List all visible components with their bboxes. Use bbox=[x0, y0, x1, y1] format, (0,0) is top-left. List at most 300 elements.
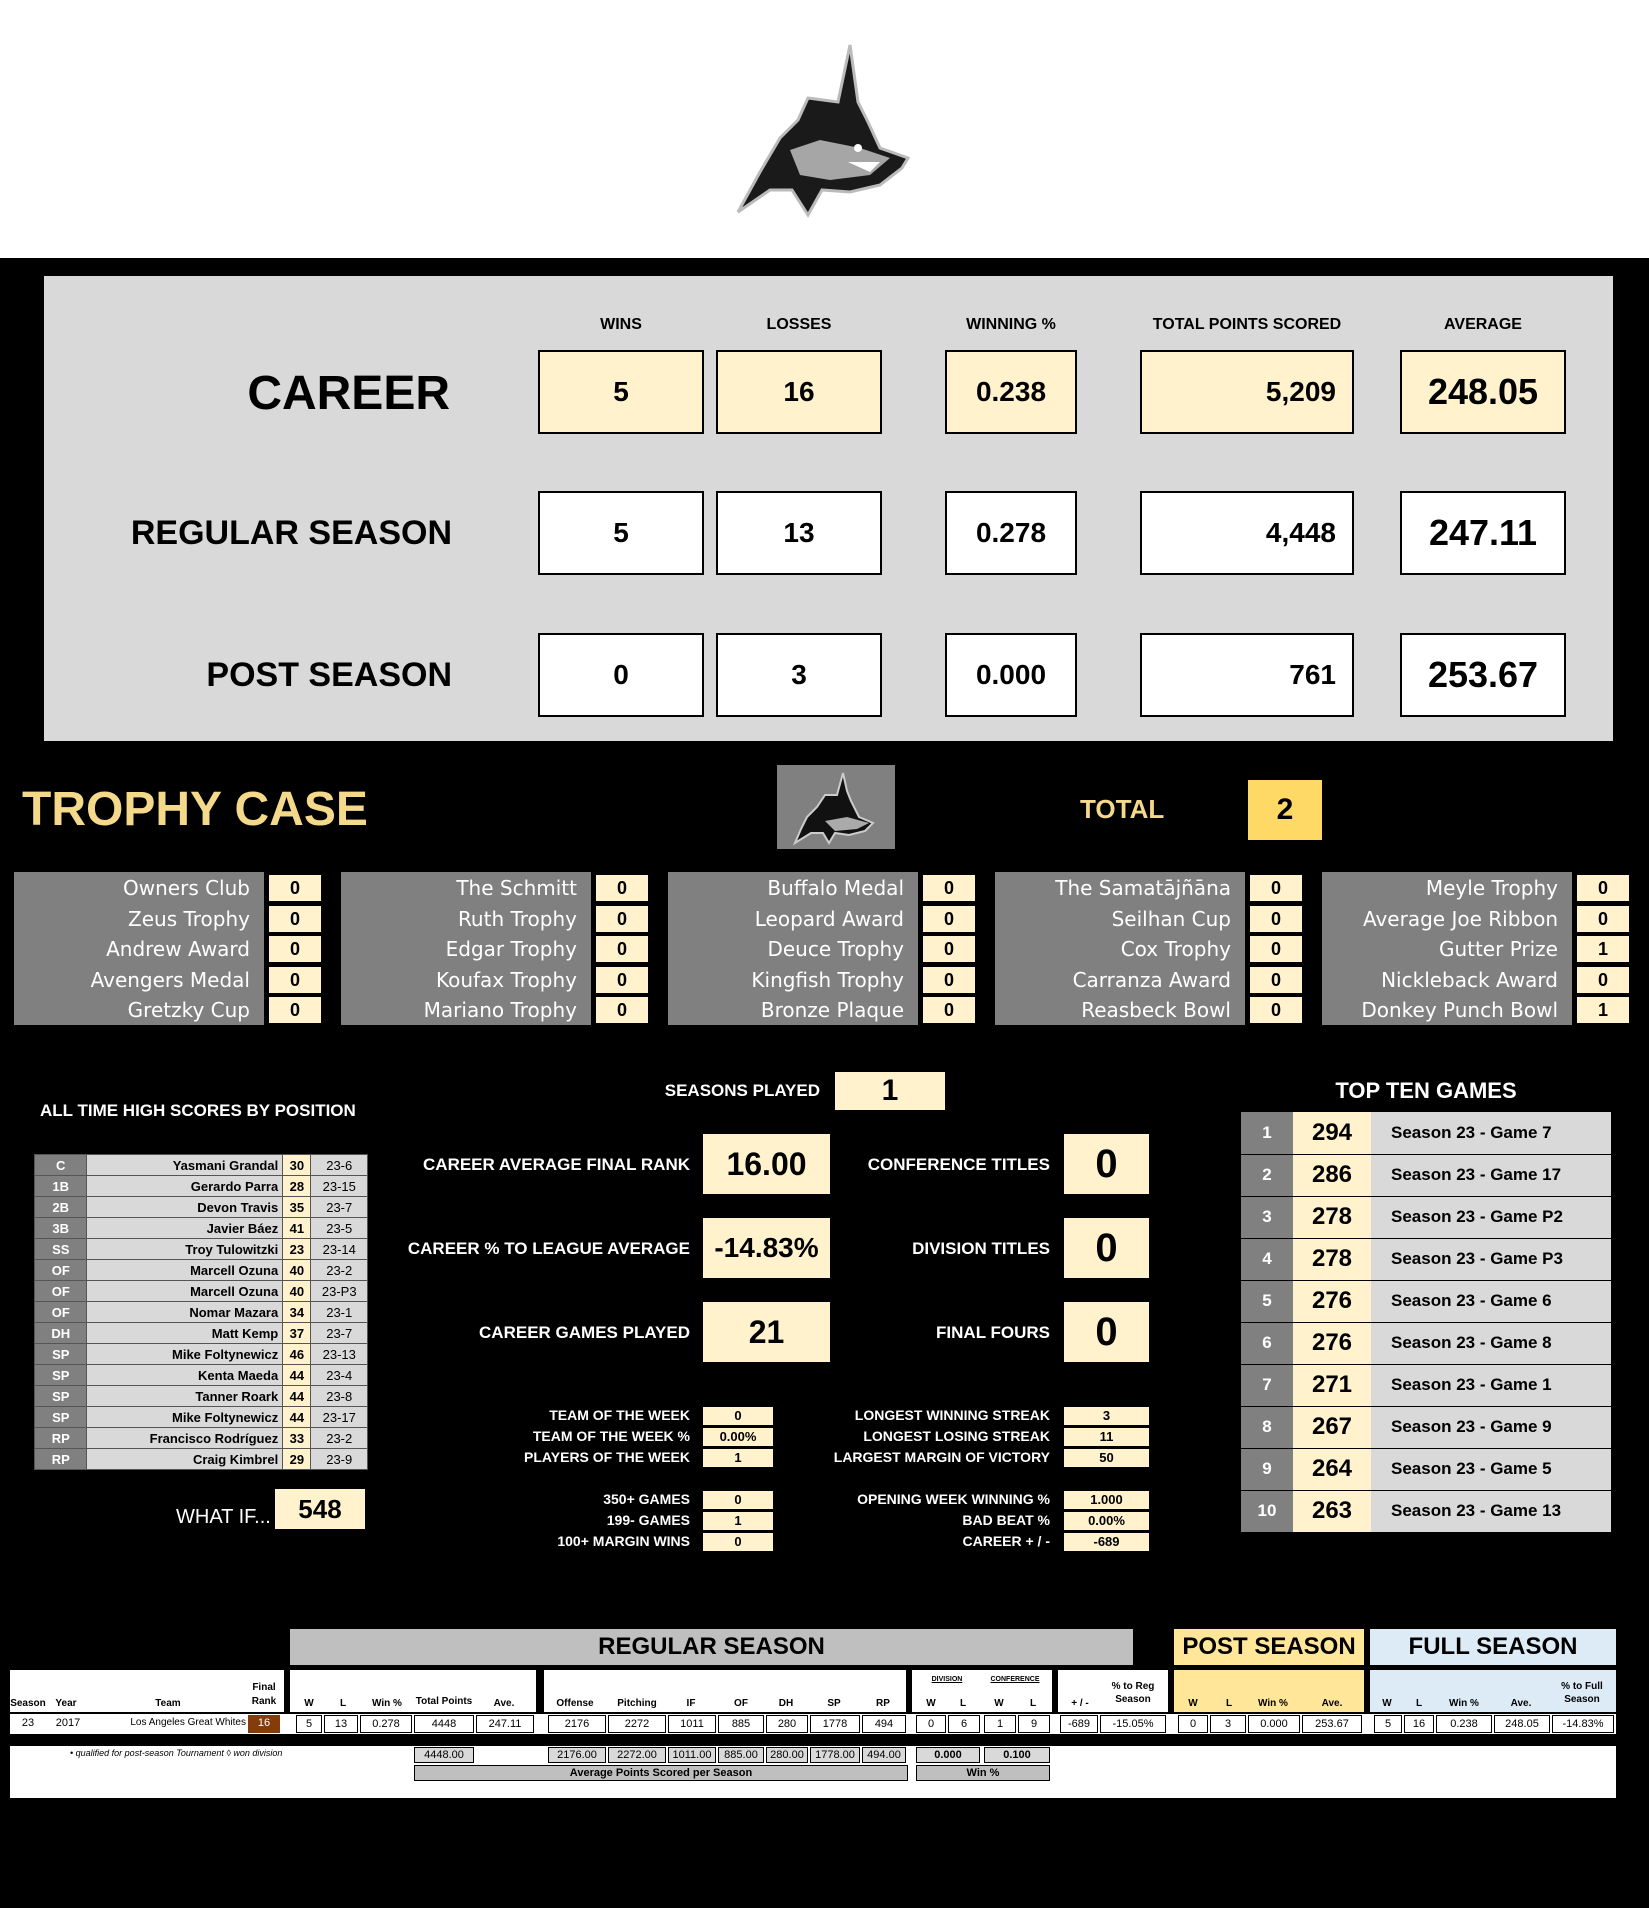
trophy-name: Bronze Plaque bbox=[760, 998, 904, 1022]
lls-value: 11 bbox=[1063, 1427, 1150, 1447]
regular-total-points: 4,448 bbox=[1140, 491, 1354, 575]
avg-if: 1011.00 bbox=[668, 1747, 716, 1763]
game-score-cell: 276 bbox=[1293, 1322, 1371, 1364]
position-cell: 1B bbox=[35, 1176, 87, 1197]
position-cell: 2B bbox=[35, 1197, 87, 1218]
rank-cell: 5 bbox=[1241, 1280, 1293, 1322]
high-score-row bbox=[35, 1323, 368, 1344]
col-header-wins: WINS bbox=[600, 316, 642, 333]
cell-full-winpct: 0.238 bbox=[1436, 1715, 1492, 1733]
bb-label: BAD BEAT % bbox=[962, 1512, 1050, 1528]
cell-post-l: 3 bbox=[1210, 1715, 1246, 1733]
high-score-row bbox=[35, 1281, 368, 1302]
avg-offense: 2176.00 bbox=[548, 1747, 606, 1763]
g350-label: 350+ GAMES bbox=[603, 1491, 690, 1507]
games-played-label: CAREER GAMES PLAYED bbox=[479, 1323, 690, 1342]
potw-label: PLAYERS OF THE WEEK bbox=[524, 1449, 690, 1465]
h-team: Team bbox=[155, 1698, 181, 1709]
player-name-cell: Javier Báez bbox=[87, 1218, 283, 1239]
full-season-header: FULL SEASON bbox=[1370, 1629, 1616, 1665]
cell-sp: 1778 bbox=[810, 1715, 860, 1733]
rank-cell: 10 bbox=[1241, 1490, 1293, 1532]
cell-of: 885 bbox=[718, 1715, 764, 1733]
h-division: DIVISION bbox=[931, 1676, 963, 1683]
avg-dh: 280.00 bbox=[766, 1747, 808, 1763]
h-full-l: L bbox=[1415, 1698, 1423, 1709]
high-scores-title: ALL TIME HIGH SCORES BY POSITION bbox=[40, 1101, 356, 1120]
score-cell: 34 bbox=[283, 1302, 311, 1323]
trophy-count: 0 bbox=[268, 905, 322, 933]
game-cell: 23-2 bbox=[311, 1260, 368, 1281]
score-cell: 37 bbox=[283, 1323, 311, 1344]
col-header-losses: LOSSES bbox=[766, 316, 832, 333]
h-total: Total Points bbox=[415, 1696, 473, 1707]
score-cell: 44 bbox=[283, 1386, 311, 1407]
m100-label: 100+ MARGIN WINS bbox=[557, 1533, 690, 1549]
trophy-name: Meyle Trophy bbox=[1425, 876, 1558, 900]
game-cell: 23-2 bbox=[311, 1428, 368, 1449]
h-conf-l: L bbox=[1029, 1698, 1037, 1709]
h-if: IF bbox=[686, 1698, 696, 1709]
h-div-l: L bbox=[959, 1698, 967, 1709]
top-ten-title: TOP TEN GAMES bbox=[1335, 1078, 1517, 1103]
owp-label: OPENING WEEK WINNING % bbox=[857, 1491, 1050, 1507]
cell-rp: 494 bbox=[862, 1715, 906, 1733]
cell-conf-l: 9 bbox=[1018, 1715, 1050, 1733]
career-losses: 16 bbox=[716, 350, 882, 434]
trophy-count: 0 bbox=[922, 874, 976, 902]
trophy-count: 0 bbox=[1249, 966, 1303, 994]
trophy-count: 0 bbox=[268, 966, 322, 994]
top-game-row bbox=[1241, 1448, 1611, 1490]
trophy-count: 0 bbox=[268, 935, 322, 963]
game-label-cell: Season 23 - Game P2 bbox=[1371, 1196, 1611, 1238]
post-losses: 3 bbox=[716, 633, 882, 717]
high-score-row bbox=[35, 1218, 368, 1239]
trophy-name: Ruth Trophy bbox=[457, 906, 577, 931]
trophy-count: 0 bbox=[922, 905, 976, 933]
game-score-cell: 278 bbox=[1293, 1238, 1371, 1280]
post-average: 253.67 bbox=[1400, 633, 1566, 717]
potw-value: 1 bbox=[702, 1448, 774, 1468]
trophy-group-3 bbox=[668, 872, 954, 1025]
m100-value: 0 bbox=[702, 1532, 774, 1552]
h-w: W bbox=[304, 1698, 314, 1709]
h-of: OF bbox=[734, 1698, 748, 1709]
trophy-count: 0 bbox=[1576, 966, 1630, 994]
legend-note: • qualified for post-season Tournament ◊ won division bbox=[70, 1748, 283, 1758]
game-cell: 23-5 bbox=[311, 1218, 368, 1239]
div-titles-value: 0 bbox=[1063, 1217, 1150, 1279]
trophy-total-label: TOTAL bbox=[1080, 794, 1165, 824]
player-name-cell: Marcell Ozuna bbox=[87, 1281, 283, 1302]
position-cell: SP bbox=[35, 1365, 87, 1386]
final-fours-label: FINAL FOURS bbox=[936, 1323, 1050, 1342]
avg-conference: 0.100 bbox=[984, 1747, 1050, 1763]
top-game-row bbox=[1241, 1490, 1611, 1532]
game-label-cell: Season 23 - Game 8 bbox=[1371, 1322, 1611, 1364]
bb-value: 0.00% bbox=[1063, 1511, 1150, 1531]
trophy-count: 1 bbox=[1576, 935, 1630, 963]
g350-value: 0 bbox=[702, 1490, 774, 1510]
score-cell: 40 bbox=[283, 1260, 311, 1281]
high-score-row bbox=[35, 1428, 368, 1449]
trophy-name: The Schmitt bbox=[456, 876, 577, 900]
h-pct-full: % to Full Season bbox=[1561, 1681, 1603, 1705]
trophy-name: Edgar Trophy bbox=[445, 937, 577, 961]
h-div-w: W bbox=[926, 1698, 936, 1709]
trophy-count: 0 bbox=[922, 935, 976, 963]
cell-pct-full: -14.83% bbox=[1552, 1715, 1614, 1733]
game-cell: 23-15 bbox=[311, 1176, 368, 1197]
cell-season: 23 bbox=[10, 1715, 46, 1733]
avg-points-label: Average Points Scored per Season bbox=[414, 1765, 908, 1781]
lmv-value: 50 bbox=[1063, 1448, 1150, 1468]
score-cell: 44 bbox=[283, 1365, 311, 1386]
trophy-name: Andrew Award bbox=[106, 937, 250, 961]
pct-league-value: -14.83% bbox=[702, 1217, 831, 1279]
final-fours-value: 0 bbox=[1063, 1301, 1150, 1363]
what-if-label: WHAT IF... bbox=[176, 1506, 271, 1528]
trophy-count: 0 bbox=[1249, 996, 1303, 1024]
rank-cell: 4 bbox=[1241, 1238, 1293, 1280]
score-cell: 33 bbox=[283, 1428, 311, 1449]
game-score-cell: 267 bbox=[1293, 1406, 1371, 1448]
top-game-row bbox=[1241, 1406, 1611, 1448]
post-season-header: POST SEASON bbox=[1174, 1629, 1364, 1665]
career-average: 248.05 bbox=[1400, 350, 1566, 434]
h-conference: CONFERENCE bbox=[990, 1676, 1040, 1683]
high-score-row bbox=[35, 1407, 368, 1428]
score-cell: 30 bbox=[283, 1155, 311, 1176]
position-cell: SP bbox=[35, 1344, 87, 1365]
h-rank: Rank bbox=[251, 1696, 277, 1707]
trophy-name: Average Joe Ribbon bbox=[1362, 906, 1558, 931]
cell-plus-minus: -689 bbox=[1060, 1715, 1098, 1733]
rank-cell: 3 bbox=[1241, 1196, 1293, 1238]
high-score-row bbox=[35, 1365, 368, 1386]
totw-pct-label: TEAM OF THE WEEK % bbox=[532, 1428, 690, 1444]
trophy-count: 0 bbox=[922, 966, 976, 994]
high-score-row bbox=[35, 1449, 368, 1470]
top-game-row bbox=[1241, 1112, 1611, 1154]
lls-label: LONGEST LOSING STREAK bbox=[863, 1428, 1050, 1444]
cell-year: 2017 bbox=[48, 1715, 88, 1733]
cell-full-w: 5 bbox=[1374, 1715, 1402, 1733]
lmv-label: LARGEST MARGIN OF VICTORY bbox=[833, 1449, 1050, 1465]
cell-pitching: 2272 bbox=[608, 1715, 666, 1733]
trophy-name: Leopard Award bbox=[754, 906, 904, 931]
position-cell: RP bbox=[35, 1449, 87, 1470]
cell-post-ave: 253.67 bbox=[1302, 1715, 1362, 1733]
h-full-w: W bbox=[1382, 1698, 1392, 1709]
post-winning-pct: 0.000 bbox=[945, 633, 1077, 717]
what-if-value: 548 bbox=[274, 1488, 366, 1530]
game-cell: 23-4 bbox=[311, 1365, 368, 1386]
h-pct-reg: % to Reg Season bbox=[1111, 1681, 1155, 1705]
game-cell: 23-8 bbox=[311, 1386, 368, 1407]
trophy-group-1 bbox=[14, 872, 300, 1025]
game-score-cell: 286 bbox=[1293, 1154, 1371, 1196]
h-conf-w: W bbox=[994, 1698, 1004, 1709]
col-header-winning-pct: WINNING % bbox=[966, 316, 1056, 333]
trophy-name: Gretzky Cup bbox=[127, 998, 250, 1022]
position-cell: SS bbox=[35, 1239, 87, 1260]
cpm-value: -689 bbox=[1063, 1532, 1150, 1552]
cell-l: 13 bbox=[324, 1715, 358, 1733]
top-game-row bbox=[1241, 1196, 1611, 1238]
cell-post-w: 0 bbox=[1178, 1715, 1208, 1733]
regular-wins: 5 bbox=[538, 491, 704, 575]
top-game-row bbox=[1241, 1154, 1611, 1196]
rank-cell: 9 bbox=[1241, 1448, 1293, 1490]
career-winning-pct: 0.238 bbox=[945, 350, 1077, 434]
h-post-winpct: Win % bbox=[1258, 1698, 1288, 1709]
game-cell: 23-13 bbox=[311, 1344, 368, 1365]
trophy-count: 0 bbox=[1249, 874, 1303, 902]
game-cell: 23-6 bbox=[311, 1155, 368, 1176]
h-dh: DH bbox=[778, 1698, 794, 1709]
trophy-name: Koufax Trophy bbox=[435, 967, 577, 992]
position-cell: SP bbox=[35, 1407, 87, 1428]
high-score-row bbox=[35, 1302, 368, 1323]
col-header-average: AVERAGE bbox=[1444, 316, 1522, 333]
trophy-name: Deuce Trophy bbox=[767, 937, 904, 961]
score-cell: 35 bbox=[283, 1197, 311, 1218]
h-season: Season bbox=[10, 1698, 46, 1709]
score-cell: 23 bbox=[283, 1239, 311, 1260]
position-cell: SP bbox=[35, 1386, 87, 1407]
game-label-cell: Season 23 - Game 5 bbox=[1371, 1448, 1611, 1490]
trophy-count: 0 bbox=[1249, 935, 1303, 963]
avg-sp: 1778.00 bbox=[810, 1747, 860, 1763]
trophy-name: Kingfish Trophy bbox=[751, 967, 904, 992]
h-offense: Offense bbox=[556, 1698, 594, 1709]
game-label-cell: Season 23 - Game 1 bbox=[1371, 1364, 1611, 1406]
game-cell: 23-7 bbox=[311, 1197, 368, 1218]
game-score-cell: 278 bbox=[1293, 1196, 1371, 1238]
score-cell: 46 bbox=[283, 1344, 311, 1365]
trophy-count: 0 bbox=[595, 996, 649, 1024]
trophy-case-title: TROPHY CASE bbox=[22, 783, 368, 836]
regular-winning-pct: 0.278 bbox=[945, 491, 1077, 575]
cell-div-l: 6 bbox=[948, 1715, 980, 1733]
trophy-total-value: 2 bbox=[1248, 780, 1322, 840]
rank-cell: 6 bbox=[1241, 1322, 1293, 1364]
game-label-cell: Season 23 - Game 6 bbox=[1371, 1280, 1611, 1322]
game-cell: 23-9 bbox=[311, 1449, 368, 1470]
player-name-cell: Matt Kemp bbox=[87, 1323, 283, 1344]
position-cell: 3B bbox=[35, 1218, 87, 1239]
h-post-l: L bbox=[1225, 1698, 1233, 1709]
game-cell: 23-14 bbox=[311, 1239, 368, 1260]
trophy-count: 1 bbox=[1576, 996, 1630, 1024]
game-label-cell: Season 23 - Game 17 bbox=[1371, 1154, 1611, 1196]
cpm-label: CAREER + / - bbox=[962, 1533, 1050, 1549]
post-total-points: 761 bbox=[1140, 633, 1354, 717]
avg-division: 0.000 bbox=[916, 1747, 980, 1763]
seasons-played-label: SEASONS PLAYED bbox=[664, 1081, 820, 1100]
shark-small-icon bbox=[777, 765, 895, 849]
high-score-row bbox=[35, 1344, 368, 1365]
player-name-cell: Devon Travis bbox=[87, 1197, 283, 1218]
cell-winpct: 0.278 bbox=[360, 1715, 412, 1733]
career-wins: 5 bbox=[538, 350, 704, 434]
trophy-group-4 bbox=[995, 872, 1281, 1025]
score-cell: 29 bbox=[283, 1449, 311, 1470]
avg-of: 885.00 bbox=[718, 1747, 764, 1763]
rank-cell: 8 bbox=[1241, 1406, 1293, 1448]
trophy-logo-box bbox=[777, 765, 895, 849]
trophy-name: Nickleback Award bbox=[1381, 967, 1558, 992]
position-cell: OF bbox=[35, 1260, 87, 1281]
score-cell: 41 bbox=[283, 1218, 311, 1239]
conf-titles-value: 0 bbox=[1063, 1133, 1150, 1195]
row-label-career: CAREER bbox=[247, 367, 450, 420]
cell-w: 5 bbox=[296, 1715, 322, 1733]
rank-cell: 1 bbox=[1241, 1112, 1293, 1154]
high-score-row bbox=[35, 1155, 368, 1176]
lws-label: LONGEST WINNING STREAK bbox=[854, 1407, 1050, 1423]
win-pct-label: Win % bbox=[916, 1765, 1050, 1781]
trophy-count: 0 bbox=[268, 874, 322, 902]
h-post-w: W bbox=[1188, 1698, 1198, 1709]
cell-post-winpct: 0.000 bbox=[1248, 1715, 1300, 1733]
player-name-cell: Marcell Ozuna bbox=[87, 1260, 283, 1281]
cell-div-w: 0 bbox=[916, 1715, 946, 1733]
h-ave: Ave. bbox=[493, 1698, 515, 1709]
high-score-row bbox=[35, 1239, 368, 1260]
game-score-cell: 271 bbox=[1293, 1364, 1371, 1406]
avg-total: 4448.00 bbox=[414, 1747, 474, 1763]
trophy-count: 0 bbox=[1249, 905, 1303, 933]
col-header-total-points: TOTAL POINTS SCORED bbox=[1152, 316, 1342, 333]
row-label-regular-season: REGULAR SEASON bbox=[130, 514, 452, 552]
cell-pct-reg: -15.05% bbox=[1100, 1715, 1166, 1733]
trophy-count: 0 bbox=[1576, 874, 1630, 902]
position-cell: OF bbox=[35, 1302, 87, 1323]
career-total-points: 5,209 bbox=[1140, 350, 1354, 434]
h-winpct: Win % bbox=[372, 1698, 402, 1709]
avg-final-rank-value: 16.00 bbox=[702, 1133, 831, 1195]
h-l: L bbox=[339, 1698, 347, 1709]
shark-logo bbox=[730, 40, 915, 225]
position-cell: DH bbox=[35, 1323, 87, 1344]
owp-value: 1.000 bbox=[1063, 1490, 1150, 1510]
player-name-cell: Tanner Roark bbox=[87, 1386, 283, 1407]
player-name-cell: Troy Tulowitzki bbox=[87, 1239, 283, 1260]
trophy-name: Buffalo Medal bbox=[767, 876, 904, 900]
totw-value: 0 bbox=[702, 1406, 774, 1426]
trophy-group-5 bbox=[1322, 872, 1608, 1025]
high-score-row bbox=[35, 1176, 368, 1197]
trophy-count: 0 bbox=[595, 905, 649, 933]
game-cell: 23-17 bbox=[311, 1407, 368, 1428]
totw-label: TEAM OF THE WEEK bbox=[549, 1407, 690, 1423]
player-name-cell: Francisco Rodríguez bbox=[87, 1428, 283, 1449]
regular-season-header: REGULAR SEASON bbox=[290, 1629, 1133, 1665]
cell-ave: 247.11 bbox=[476, 1715, 534, 1733]
trophy-name: Gutter Prize bbox=[1438, 937, 1558, 961]
h-pitching: Pitching bbox=[617, 1698, 657, 1709]
rank-cell: 2 bbox=[1241, 1154, 1293, 1196]
trophy-name: Reasbeck Bowl bbox=[1081, 998, 1231, 1022]
pct-league-label: CAREER % TO LEAGUE AVERAGE bbox=[407, 1239, 690, 1258]
rank-cell: 7 bbox=[1241, 1364, 1293, 1406]
game-cell: 23-7 bbox=[311, 1323, 368, 1344]
position-cell: RP bbox=[35, 1428, 87, 1449]
high-score-row bbox=[35, 1386, 368, 1407]
high-score-row bbox=[35, 1197, 368, 1218]
game-label-cell: Season 23 - Game P3 bbox=[1371, 1238, 1611, 1280]
high-scores-table bbox=[34, 1154, 368, 1470]
trophy-name: Zeus Trophy bbox=[128, 906, 250, 931]
game-cell: 23-1 bbox=[311, 1302, 368, 1323]
cell-if: 1011 bbox=[668, 1715, 716, 1733]
game-label-cell: Season 23 - Game 13 bbox=[1371, 1490, 1611, 1532]
cell-full-ave: 248.05 bbox=[1494, 1715, 1550, 1733]
h-final: Final bbox=[252, 1682, 276, 1693]
avg-rp: 494.00 bbox=[862, 1747, 906, 1763]
trophy-count: 0 bbox=[595, 966, 649, 994]
trophy-count: 0 bbox=[595, 935, 649, 963]
regular-losses: 13 bbox=[716, 491, 882, 575]
score-cell: 28 bbox=[283, 1176, 311, 1197]
game-label-cell: Season 23 - Game 7 bbox=[1371, 1112, 1611, 1154]
player-name-cell: Nomar Mazara bbox=[87, 1302, 283, 1323]
div-titles-label: DIVISION TITLES bbox=[912, 1239, 1050, 1258]
conf-titles-label: CONFERENCE TITLES bbox=[867, 1155, 1050, 1174]
top-game-row bbox=[1241, 1322, 1611, 1364]
game-score-cell: 294 bbox=[1293, 1112, 1371, 1154]
player-name-cell: Gerardo Parra bbox=[87, 1176, 283, 1197]
game-score-cell: 276 bbox=[1293, 1280, 1371, 1322]
totw-pct-value: 0.00% bbox=[702, 1427, 774, 1447]
g199-label: 199- GAMES bbox=[606, 1512, 690, 1528]
trophy-count: 0 bbox=[1576, 905, 1630, 933]
top-game-row bbox=[1241, 1280, 1611, 1322]
top-game-row bbox=[1241, 1364, 1611, 1406]
cell-dh: 280 bbox=[766, 1715, 808, 1733]
cell-rank: 16 bbox=[248, 1715, 280, 1733]
trophy-name: The Samatājñāna bbox=[1055, 876, 1231, 900]
top-ten-table bbox=[1241, 1112, 1611, 1533]
player-name-cell: Craig Kimbrel bbox=[87, 1449, 283, 1470]
game-score-cell: 264 bbox=[1293, 1448, 1371, 1490]
seasons-played-value: 1 bbox=[834, 1071, 946, 1111]
h-full-ave: Ave. bbox=[1510, 1698, 1532, 1709]
trophy-name: Owners Club bbox=[123, 876, 250, 900]
game-score-cell: 263 bbox=[1293, 1490, 1371, 1532]
h-rp: RP bbox=[876, 1698, 890, 1709]
player-name-cell: Mike Foltynewicz bbox=[87, 1407, 283, 1428]
trophy-count: 0 bbox=[595, 874, 649, 902]
player-name-cell: Yasmani Grandal bbox=[87, 1155, 283, 1176]
h-full-winpct: Win % bbox=[1449, 1698, 1479, 1709]
trophy-name: Seilhan Cup bbox=[1111, 906, 1231, 931]
cell-team: Los Angeles Great Whites bbox=[90, 1715, 246, 1733]
trophy-name: Cox Trophy bbox=[1120, 937, 1231, 961]
trophy-count: 0 bbox=[268, 996, 322, 1024]
row-label-post-season: POST SEASON bbox=[206, 656, 452, 694]
position-cell: OF bbox=[35, 1281, 87, 1302]
high-score-row bbox=[35, 1260, 368, 1281]
lws-value: 3 bbox=[1063, 1406, 1150, 1426]
h-year: Year bbox=[55, 1698, 77, 1709]
post-wins: 0 bbox=[538, 633, 704, 717]
position-cell: C bbox=[35, 1155, 87, 1176]
trophy-group-2 bbox=[341, 872, 627, 1025]
